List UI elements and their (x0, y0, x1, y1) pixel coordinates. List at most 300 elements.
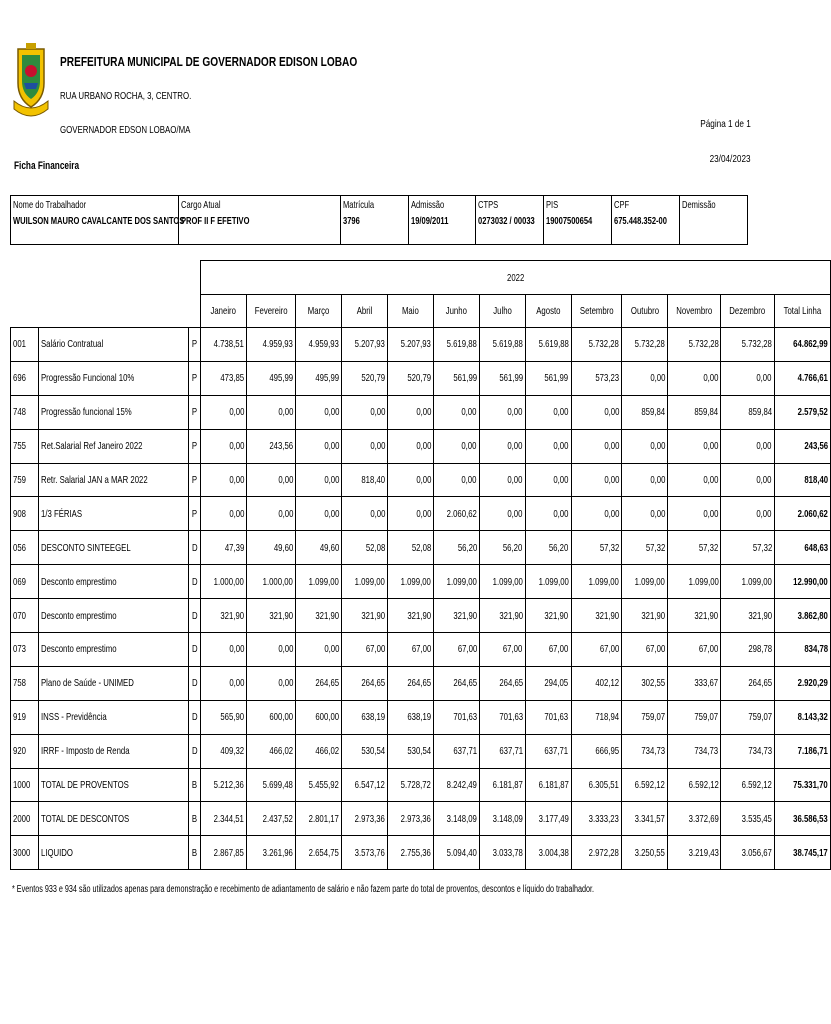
cell-value: 2.344,51 (201, 802, 247, 836)
cell-value: 264,65 (479, 666, 525, 700)
worker-role: PROF II F EFETIVO (181, 215, 250, 227)
cell-value: 637,71 (525, 734, 571, 768)
table-row (11, 361, 831, 395)
cell-value: 734,73 (622, 734, 668, 768)
cell-value: 666,95 (571, 734, 622, 768)
row-code: 056 (11, 531, 39, 565)
cell-value: 321,90 (668, 599, 721, 633)
cell-value: 3.033,78 (479, 836, 525, 870)
cell-value: 0,00 (668, 497, 721, 531)
cell-value: 5.699,48 (246, 768, 295, 802)
cell-value: 67,00 (622, 633, 668, 667)
table-row (11, 497, 831, 531)
cell-value: 321,90 (201, 599, 247, 633)
cell-value: 67,00 (479, 633, 525, 667)
cell-value: 302,55 (622, 666, 668, 700)
month-header: Janeiro (201, 295, 247, 328)
cell-value: 466,02 (296, 734, 342, 768)
month-header: Maio (388, 295, 434, 328)
cell-value: 0,00 (525, 429, 571, 463)
cell-value: 321,90 (246, 599, 295, 633)
cell-value: 56,20 (525, 531, 571, 565)
cell-value: 1.099,00 (433, 565, 479, 599)
row-total: 2.579,52 (774, 395, 830, 429)
row-description: LIQUIDO (39, 836, 188, 870)
row-type: P (188, 429, 201, 463)
cell-value: 402,12 (571, 666, 622, 700)
cell-value: 638,19 (342, 700, 388, 734)
cell-value: 818,40 (342, 463, 388, 497)
total-header: Total Linha (774, 295, 830, 328)
row-code: 070 (11, 599, 39, 633)
document-title: Ficha Financeira (14, 160, 80, 172)
row-description: Salário Contratual (39, 328, 188, 362)
cell-value: 52,08 (388, 531, 434, 565)
worker-admission-cell (409, 196, 477, 244)
cell-value: 0,00 (571, 395, 622, 429)
row-description: TOTAL DE DESCONTOS (39, 802, 188, 836)
cell-value: 5.728,72 (388, 768, 434, 802)
cell-value: 409,32 (201, 734, 247, 768)
row-total: 38.745,17 (774, 836, 830, 870)
cell-value: 321,90 (388, 599, 434, 633)
table-row (11, 328, 831, 362)
row-description: Desconto emprestimo (39, 599, 188, 633)
row-description: Progressão Funcional 10% (39, 361, 188, 395)
worker-ctps-label: CTPS (478, 199, 499, 211)
cell-value: 2.060,62 (433, 497, 479, 531)
table-row (11, 802, 831, 836)
cell-value: 638,19 (388, 700, 434, 734)
cell-value: 701,63 (525, 700, 571, 734)
cell-value: 321,90 (721, 599, 774, 633)
cell-value: 3.250,55 (622, 836, 668, 870)
row-type: B (188, 802, 201, 836)
cell-value: 0,00 (571, 463, 622, 497)
month-header: Junho (433, 295, 479, 328)
month-header: Setembro (571, 295, 622, 328)
row-type: D (188, 565, 201, 599)
month-header: Abril (342, 295, 388, 328)
cell-value: 0,00 (246, 395, 295, 429)
table-row (11, 565, 831, 599)
table-row (11, 599, 831, 633)
row-type: P (188, 395, 201, 429)
row-description: Ret.Salarial Ref Janeiro 2022 (39, 429, 188, 463)
worker-pis-label: PIS (546, 199, 559, 211)
row-code: 755 (11, 429, 39, 463)
cell-value: 0,00 (201, 429, 247, 463)
month-header: Novembro (668, 295, 721, 328)
cell-value: 57,32 (721, 531, 774, 565)
cell-value: 0,00 (296, 429, 342, 463)
cell-value: 1.099,00 (342, 565, 388, 599)
row-total: 7.186,71 (774, 734, 830, 768)
row-description: Desconto emprestimo (39, 565, 188, 599)
worker-info-box (10, 195, 748, 245)
cell-value: 0,00 (296, 463, 342, 497)
table-row (11, 531, 831, 565)
row-description: Desconto emprestimo (39, 633, 188, 667)
cell-value: 859,84 (622, 395, 668, 429)
cell-value: 3.056,67 (721, 836, 774, 870)
cell-value: 0,00 (668, 429, 721, 463)
cell-value: 4.959,93 (296, 328, 342, 362)
month-header: Julho (479, 295, 525, 328)
cell-value: 2.755,36 (388, 836, 434, 870)
cell-value: 0,00 (525, 395, 571, 429)
table-row (11, 836, 831, 870)
cell-value: 3.573,76 (342, 836, 388, 870)
row-total: 243,56 (774, 429, 830, 463)
cell-value: 0,00 (622, 361, 668, 395)
cell-value: 8.242,49 (433, 768, 479, 802)
month-header: Outubro (622, 295, 668, 328)
page-number: Página 1 de 1 (700, 118, 751, 130)
row-code: 748 (11, 395, 39, 429)
cell-value: 67,00 (668, 633, 721, 667)
row-type: D (188, 700, 201, 734)
worker-id: 3796 (343, 215, 360, 227)
table-row (11, 734, 831, 768)
cell-value: 859,84 (721, 395, 774, 429)
cell-value: 561,99 (433, 361, 479, 395)
worker-dismissal-label: Demissão (682, 199, 716, 211)
cell-value: 49,60 (246, 531, 295, 565)
cell-value: 47,39 (201, 531, 247, 565)
row-total: 834,78 (774, 633, 830, 667)
cell-value: 2.437,52 (246, 802, 295, 836)
cell-value: 701,63 (479, 700, 525, 734)
row-type: P (188, 361, 201, 395)
cell-value: 0,00 (479, 429, 525, 463)
row-code: 908 (11, 497, 39, 531)
cell-value: 1.000,00 (246, 565, 295, 599)
cell-value: 264,65 (342, 666, 388, 700)
cell-value: 530,54 (342, 734, 388, 768)
cell-value: 0,00 (246, 463, 295, 497)
cell-value: 1.099,00 (668, 565, 721, 599)
worker-name: WUILSON MAURO CAVALCANTE DOS SANTOS (13, 215, 185, 227)
cell-value: 0,00 (433, 395, 479, 429)
row-description: 1/3 FÉRIAS (39, 497, 188, 531)
cell-value: 520,79 (342, 361, 388, 395)
cell-value: 6.181,87 (525, 768, 571, 802)
cell-value: 321,90 (525, 599, 571, 633)
table-row (11, 463, 831, 497)
cell-value: 321,90 (479, 599, 525, 633)
row-description: Plano de Saúde - UNIMED (39, 666, 188, 700)
cell-value: 57,32 (668, 531, 721, 565)
cell-value: 0,00 (571, 497, 622, 531)
cell-value: 321,90 (622, 599, 668, 633)
cell-value: 0,00 (622, 497, 668, 531)
cell-value: 3.341,57 (622, 802, 668, 836)
worker-ctps: 0273032 / 00033 (478, 215, 536, 227)
worker-name-cell (11, 196, 185, 244)
cell-value: 0,00 (525, 463, 571, 497)
cell-value: 243,56 (246, 429, 295, 463)
row-total: 818,40 (774, 463, 830, 497)
row-code: 001 (11, 328, 39, 362)
cell-value: 0,00 (433, 463, 479, 497)
footnote: * Eventos 933 e 934 são utilizados apenas para demonstração e recebimento de adiantamento de salário e não fazem parte do total de proventos, descontos e líquido do trabalhador. (12, 884, 594, 895)
cell-value: 1.099,00 (571, 565, 622, 599)
cell-value: 56,20 (479, 531, 525, 565)
cell-value: 3.261,96 (246, 836, 295, 870)
cell-value: 321,90 (296, 599, 342, 633)
cell-value: 321,90 (433, 599, 479, 633)
row-code: 2000 (11, 802, 39, 836)
cell-value: 4.959,93 (246, 328, 295, 362)
cell-value: 2.973,36 (388, 802, 434, 836)
cell-value: 4.738,51 (201, 328, 247, 362)
org-name: PREFEITURA MUNICIPAL DE GOVERNADOR EDISON LOBAO (60, 54, 358, 69)
cell-value: 1.099,00 (622, 565, 668, 599)
cell-value: 321,90 (571, 599, 622, 633)
row-code: 920 (11, 734, 39, 768)
worker-role-cell (179, 196, 341, 244)
cell-value: 0,00 (721, 497, 774, 531)
row-type: D (188, 599, 201, 633)
cell-value: 264,65 (433, 666, 479, 700)
cell-value: 0,00 (479, 395, 525, 429)
cell-value: 495,99 (296, 361, 342, 395)
cell-value: 3.535,45 (721, 802, 774, 836)
cell-value: 466,02 (246, 734, 295, 768)
cell-value: 759,07 (721, 700, 774, 734)
row-description: Retr. Salarial JAN a MAR 2022 (39, 463, 188, 497)
worker-pis: 19007500654 (546, 215, 593, 227)
cell-value: 701,63 (433, 700, 479, 734)
row-total: 648,63 (774, 531, 830, 565)
row-description: DESCONTO SINTEEGEL (39, 531, 188, 565)
cell-value: 57,32 (571, 531, 622, 565)
cell-value: 49,60 (296, 531, 342, 565)
row-code: 069 (11, 565, 39, 599)
cell-value: 2.867,85 (201, 836, 247, 870)
row-type: D (188, 666, 201, 700)
cell-value: 520,79 (388, 361, 434, 395)
row-description: INSS - Previdência (39, 700, 188, 734)
cell-value: 0,00 (721, 463, 774, 497)
cell-value: 1.099,00 (479, 565, 525, 599)
table-row (11, 633, 831, 667)
row-total: 2.920,29 (774, 666, 830, 700)
cell-value: 1.000,00 (201, 565, 247, 599)
table-row (11, 666, 831, 700)
worker-name-label: Nome do Trabalhador (13, 199, 87, 211)
row-description: TOTAL DE PROVENTOS (39, 768, 188, 802)
row-code: 919 (11, 700, 39, 734)
cell-value: 6.547,12 (342, 768, 388, 802)
cell-value: 0,00 (622, 429, 668, 463)
worker-admission-label: Admissão (410, 199, 444, 211)
financial-table (10, 260, 831, 870)
cell-value: 0,00 (668, 361, 721, 395)
cell-value: 0,00 (201, 633, 247, 667)
table-row (11, 768, 831, 802)
table-row (11, 700, 831, 734)
cell-value: 0,00 (571, 429, 622, 463)
cell-value: 67,00 (342, 633, 388, 667)
cell-value: 298,78 (721, 633, 774, 667)
cell-value: 6.592,12 (668, 768, 721, 802)
row-type: D (188, 633, 201, 667)
row-type: D (188, 531, 201, 565)
municipal-crest-logo (14, 43, 48, 127)
cell-value: 565,90 (201, 700, 247, 734)
cell-value: 0,00 (201, 463, 247, 497)
cell-value: 561,99 (525, 361, 571, 395)
row-type: P (188, 328, 201, 362)
cell-value: 0,00 (433, 429, 479, 463)
cell-value: 294,05 (525, 666, 571, 700)
cell-value: 6.592,12 (622, 768, 668, 802)
cell-value: 0,00 (342, 395, 388, 429)
worker-id-label: Matrícula (343, 199, 375, 211)
row-code: 758 (11, 666, 39, 700)
cell-value: 0,00 (201, 395, 247, 429)
cell-value: 0,00 (721, 429, 774, 463)
year-header: 2022 (201, 261, 831, 295)
cell-value: 5.732,28 (668, 328, 721, 362)
month-header: Agosto (525, 295, 571, 328)
cell-value: 0,00 (296, 395, 342, 429)
worker-dismissal-cell (680, 196, 747, 244)
cell-value: 2.801,17 (296, 802, 342, 836)
cell-value: 637,71 (479, 734, 525, 768)
worker-ctps-cell (476, 196, 544, 244)
cell-value: 2.654,75 (296, 836, 342, 870)
cell-value: 6.181,87 (479, 768, 525, 802)
cell-value: 600,00 (296, 700, 342, 734)
cell-value: 530,54 (388, 734, 434, 768)
row-total: 8.143,32 (774, 700, 830, 734)
row-total: 12.990,00 (774, 565, 830, 599)
cell-value: 5.094,40 (433, 836, 479, 870)
cell-value: 5.619,88 (479, 328, 525, 362)
cell-value: 0,00 (246, 666, 295, 700)
row-total: 75.331,70 (774, 768, 830, 802)
cell-value: 5.732,28 (622, 328, 668, 362)
month-header: Dezembro (721, 295, 774, 328)
row-type: P (188, 463, 201, 497)
document-date: 23/04/2023 (710, 153, 751, 165)
cell-value: 5.732,28 (571, 328, 622, 362)
cell-value: 718,94 (571, 700, 622, 734)
cell-value: 0,00 (622, 463, 668, 497)
cell-value: 0,00 (479, 497, 525, 531)
row-total: 2.060,62 (774, 497, 830, 531)
row-total: 36.586,53 (774, 802, 830, 836)
row-description: Progressão funcional 15% (39, 395, 188, 429)
cell-value: 0,00 (668, 463, 721, 497)
cell-value: 333,67 (668, 666, 721, 700)
cell-value: 859,84 (668, 395, 721, 429)
worker-id-cell (341, 196, 409, 244)
cell-value: 0,00 (246, 633, 295, 667)
cell-value: 67,00 (388, 633, 434, 667)
cell-value: 3.148,09 (433, 802, 479, 836)
cell-value: 734,73 (668, 734, 721, 768)
cell-value: 3.333,23 (571, 802, 622, 836)
org-address: RUA URBANO ROCHA, 3, CENTRO. (60, 90, 192, 102)
cell-value: 67,00 (571, 633, 622, 667)
cell-value: 759,07 (622, 700, 668, 734)
cell-value: 52,08 (342, 531, 388, 565)
row-code: 1000 (11, 768, 39, 802)
cell-value: 1.099,00 (721, 565, 774, 599)
cell-value: 5.207,93 (342, 328, 388, 362)
cell-value: 264,65 (296, 666, 342, 700)
cell-value: 759,07 (668, 700, 721, 734)
cell-value: 573,23 (571, 361, 622, 395)
row-code: 759 (11, 463, 39, 497)
cell-value: 0,00 (721, 361, 774, 395)
cell-value: 56,20 (433, 531, 479, 565)
row-type: D (188, 734, 201, 768)
cell-value: 473,85 (201, 361, 247, 395)
cell-value: 5.619,88 (433, 328, 479, 362)
cell-value: 0,00 (342, 429, 388, 463)
org-city: GOVERNADOR EDSON LOBAO/MA (60, 124, 191, 136)
cell-value: 0,00 (388, 429, 434, 463)
cell-value: 2.973,36 (342, 802, 388, 836)
row-type: B (188, 768, 201, 802)
cell-value: 5.212,36 (201, 768, 247, 802)
worker-cpf-label: CPF (614, 199, 630, 211)
row-type: P (188, 497, 201, 531)
row-type: B (188, 836, 201, 870)
month-header: Março (296, 295, 342, 328)
row-total: 64.862,99 (774, 328, 830, 362)
row-code: 696 (11, 361, 39, 395)
row-total: 3.862,80 (774, 599, 830, 633)
cell-value: 3.004,38 (525, 836, 571, 870)
cell-value: 1.099,00 (296, 565, 342, 599)
cell-value: 67,00 (525, 633, 571, 667)
cell-value: 600,00 (246, 700, 295, 734)
cell-value: 67,00 (433, 633, 479, 667)
cell-value: 321,90 (342, 599, 388, 633)
cell-value: 5.619,88 (525, 328, 571, 362)
cell-value: 637,71 (433, 734, 479, 768)
cell-value: 6.305,51 (571, 768, 622, 802)
cell-value: 5.207,93 (388, 328, 434, 362)
cell-value: 0,00 (296, 497, 342, 531)
worker-cpf-cell (612, 196, 680, 244)
cell-value: 0,00 (479, 463, 525, 497)
cell-value: 57,32 (622, 531, 668, 565)
cell-value: 264,65 (388, 666, 434, 700)
cell-value: 0,00 (388, 463, 434, 497)
month-header: Fevereiro (246, 295, 295, 328)
row-code: 073 (11, 633, 39, 667)
worker-pis-cell (544, 196, 612, 244)
cell-value: 6.592,12 (721, 768, 774, 802)
row-description: IRRF - Imposto de Renda (39, 734, 188, 768)
cell-value: 0,00 (525, 497, 571, 531)
cell-value: 1.099,00 (525, 565, 571, 599)
cell-value: 0,00 (201, 497, 247, 531)
cell-value: 5.732,28 (721, 328, 774, 362)
cell-value: 495,99 (246, 361, 295, 395)
cell-value: 5.455,92 (296, 768, 342, 802)
cell-value: 3.219,43 (668, 836, 721, 870)
cell-value: 1.099,00 (388, 565, 434, 599)
cell-value: 0,00 (296, 633, 342, 667)
